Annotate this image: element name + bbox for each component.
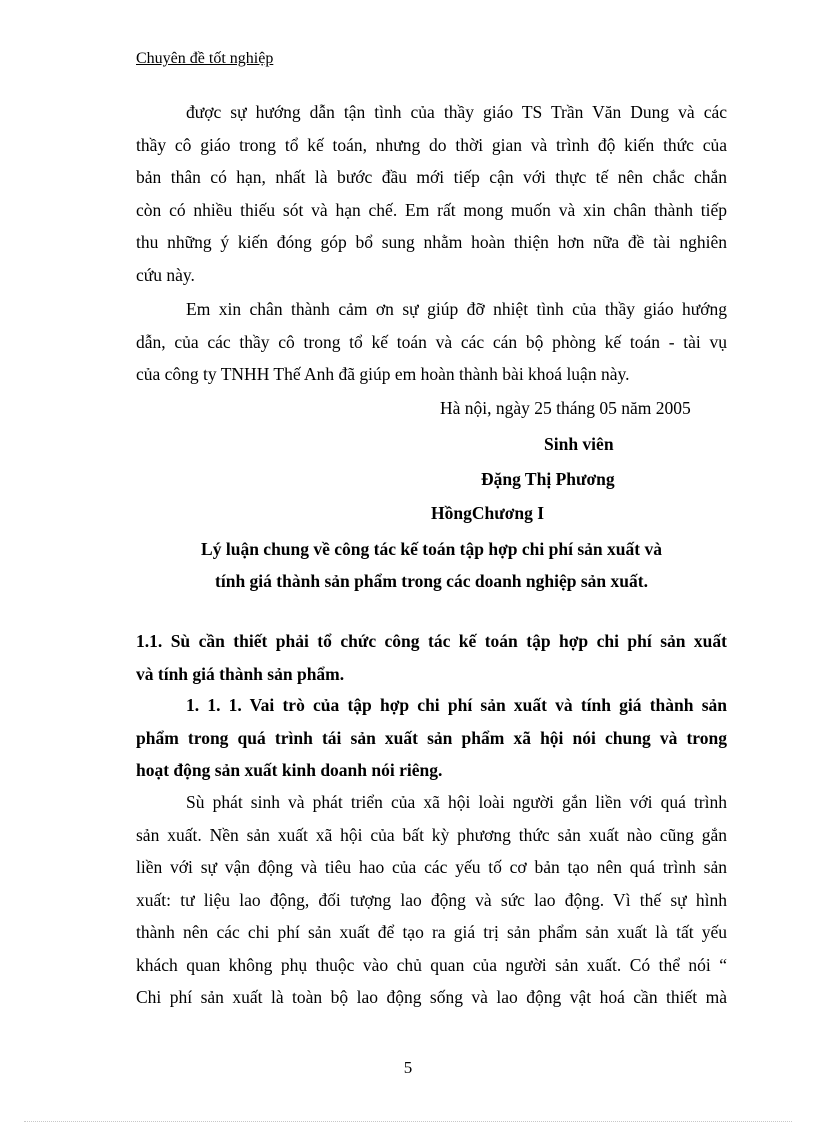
page-number: 5 [403, 1058, 413, 1077]
text-line: thu những ý kiến đóng góp bổ sung nhằm hoàn thiện hơn nữa đề tài nghiên [136, 232, 727, 252]
signature-role: Sinh viên [544, 434, 614, 454]
section-heading-1-1-1 [136, 689, 727, 787]
text-line: dẫn, của các thầy cô trong tổ kế toán và các cán bộ phòng kế toán - tài vụ [136, 331, 727, 352]
paragraph-continuation [136, 96, 727, 291]
text-line: khách quan không phụ thuộc vào chủ quan của người sản xuất. Có thể nói “ [136, 954, 727, 975]
text-line: xuất: tư liệu lao động, đối tượng lao động và sức lao động. Vì thế sự hình [136, 889, 727, 910]
signature-name: Đặng Thị Phương [481, 469, 615, 489]
text-line: thầy cô giáo trong tổ kế toán, nhưng do thời gian và trình độ kiến thức của [136, 134, 727, 155]
page-bottom-divider [24, 1121, 792, 1122]
text-line: Em xin chân thành cảm ơn sự giúp đỡ nhiệt tình của thầy giáo hướng [186, 299, 727, 319]
text-line: Chi phí sản xuất là toàn bộ lao động sống và lao động vật hoá cần thiết mà [136, 987, 727, 1007]
paragraph-body [136, 786, 727, 1014]
section-heading-1-1 [136, 625, 727, 690]
chapter-title-line: tính giá thành sản phẩm trong các doanh nghiệp sản xuất. [215, 571, 648, 591]
heading-line: 1.1. Sù cần thiết phải tổ chức công tác kế toán tập hợp chi phí sản xuất [136, 631, 727, 651]
text-line: thành nên các chi phí sản xuất để tạo ra giá trị sản phẩm sản xuất là tất yếu [136, 922, 727, 942]
text-line: sản xuất. Nền sản xuất xã hội của bất kỳ phương thức sản xuất nào cũng gắn [136, 824, 727, 845]
running-header: Chuyên đề tốt nghiệp [136, 50, 274, 67]
text-line: Sù phát sinh và phát triển của xã hội loài người gắn liền với quá trình [186, 792, 727, 812]
heading-line: phẩm trong quá trình tái sản xuất sản phẩm xã hội nói chung và trong [136, 727, 727, 748]
text-line: của công ty TNHH Thế Anh đã giúp em hoàn thành bài khoá luận này. [136, 364, 630, 384]
date-line: Hà nội, ngày 25 tháng 05 năm 2005 [440, 398, 691, 418]
text-line: còn có nhiều thiếu sót và hạn chế. Em rất mong muốn và xin chân thành tiếp [136, 199, 727, 220]
heading-line: hoạt động sản xuất kinh doanh nói riêng. [136, 760, 443, 780]
heading-line: 1. 1. 1. Vai trò của tập hợp chi phí sản xuất và tính giá thành sản [186, 695, 727, 715]
signature-name-chapter-heading: HồngChương I [431, 503, 545, 523]
heading-line: và tính giá thành sản phẩm. [136, 663, 345, 684]
text-line: bản thân có hạn, nhất là bước đầu mới tiếp cận với thực tế nên chắc chắn [136, 167, 727, 187]
text-line: liền với sự vận động và tiêu hao của các yếu tố cơ bản tạo nên quá trình sản [136, 857, 727, 877]
chapter-title-line: Lý luận chung về công tác kế toán tập hợp chi phí sản xuất và [201, 539, 662, 559]
text-line: được sự hướng dẫn tận tình của thầy giáo TS Trần Văn Dung và các [186, 102, 727, 122]
text-line: cứu này. [136, 264, 195, 285]
paragraph-acknowledgement [136, 293, 727, 391]
